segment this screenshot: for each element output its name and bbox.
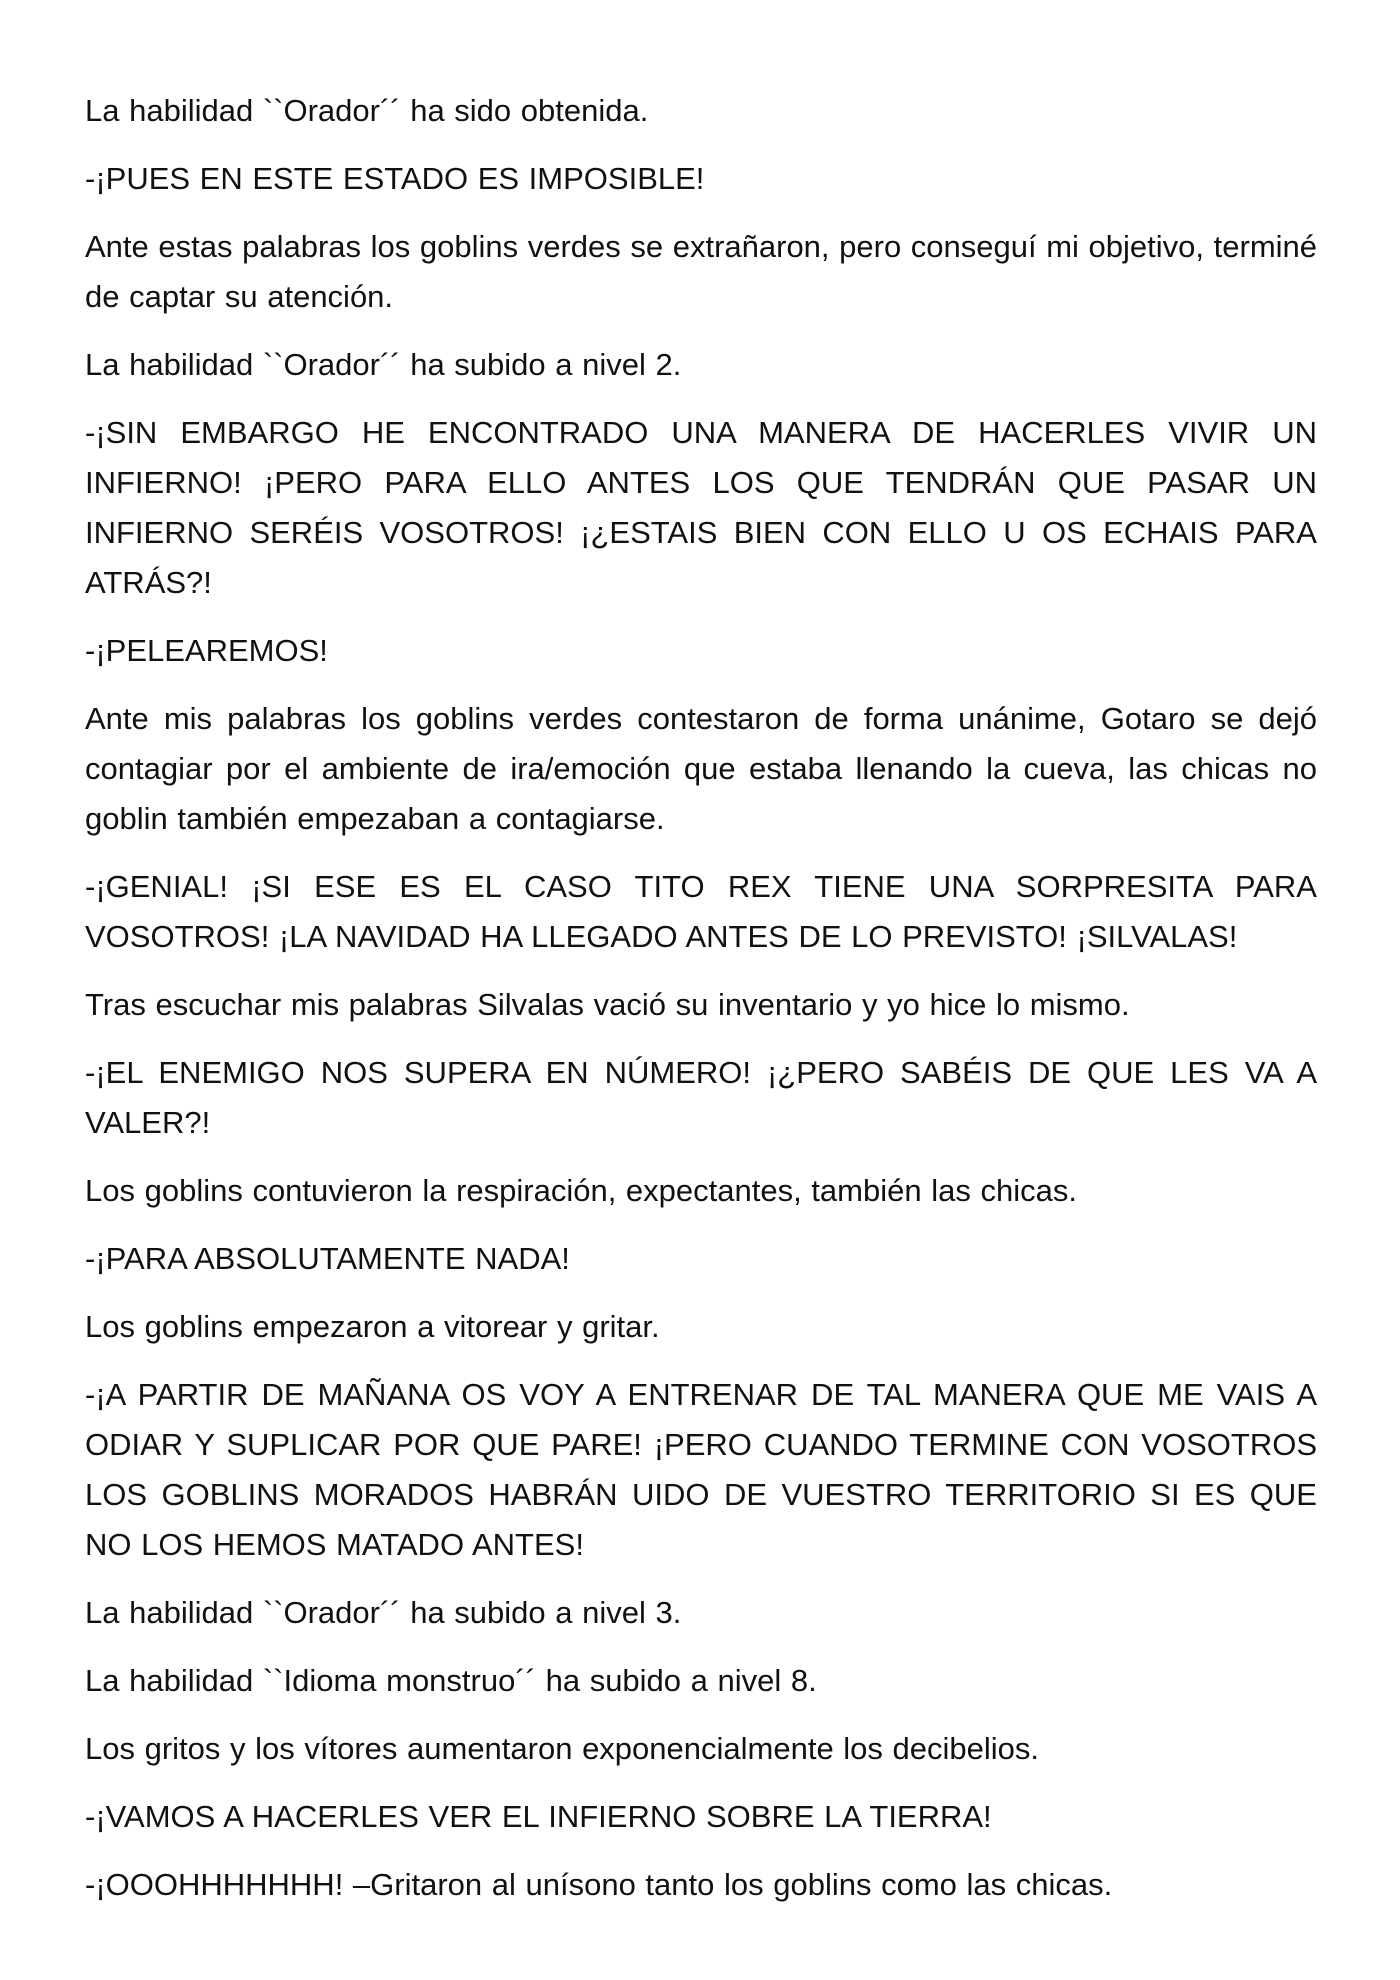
paragraph-dialogue: -¡VAMOS A HACERLES VER EL INFIERNO SOBRE LA TIERRA!: [85, 1799, 992, 1834]
paragraph-dialogue: -¡PELEAREMOS!: [85, 633, 328, 668]
paragraph-dialogue: -¡GENIAL! ¡SI ESE ES EL CASO TITO REX TIENE UNA SORPRESITA PARA VOSOTROS! ¡LA NAVIDAD HA LLEGADO ANTES DE LO PREVISTO! ¡SILVALAS!: [85, 869, 1317, 954]
paragraph-narration: Los goblins empezaron a vitorear y gritar.: [85, 1309, 660, 1344]
paragraph-dialogue: -¡PARA ABSOLUTAMENTE NADA!: [85, 1241, 570, 1276]
paragraph-dialogue: -¡OOOHHHHHHH! –Gritaron al unísono tanto los goblins como las chicas.: [85, 1867, 1113, 1902]
paragraph-skill-level: La habilidad ``Orador´´ ha subido a nivel 3.: [85, 1595, 682, 1630]
paragraph-narration: Los gritos y los vítores aumentaron exponencialmente los decibelios.: [85, 1731, 1040, 1766]
paragraph-dialogue: -¡SIN EMBARGO HE ENCONTRADO UNA MANERA DE HACERLES VIVIR UN INFIERNO! ¡PERO PARA ELLO ANTES LOS QUE TENDRÁN QUE PASAR UN INFIERNO SERÉIS VOSOTROS! ¡¿ESTAIS BIEN CON ELLO U OS ECHAIS PARA ATRÁS?!: [85, 415, 1317, 600]
paragraph-skill-level: La habilidad ``Idioma monstruo´´ ha subido a nivel 8.: [85, 1663, 817, 1698]
paragraph-narration: Ante estas palabras los goblins verdes se extrañaron, pero conseguí mi objetivo, terminé de captar su atención.: [85, 229, 1318, 314]
paragraph-narration: Los goblins contuvieron la respiración, expectantes, también las chicas.: [85, 1173, 1077, 1208]
paragraph-narration: Ante mis palabras los goblins verdes contestaron de forma unánime, Gotaro se dejó contagiar por el ambiente de ira/emoción que estaba llenando la cueva, las chicas no goblin también empezaban a contagiarse.: [85, 701, 1317, 836]
paragraph-narration: Tras escuchar mis palabras Silvalas vació su inventario y yo hice lo mismo.: [85, 987, 1130, 1022]
document-page: [85, 86, 1317, 1928]
paragraph-skill-level: La habilidad ``Orador´´ ha subido a nivel 2.: [85, 347, 682, 382]
paragraph-dialogue: -¡EL ENEMIGO NOS SUPERA EN NÚMERO! ¡¿PERO SABÉIS DE QUE LES VA A VALER?!: [85, 1055, 1317, 1140]
paragraph-dialogue: -¡A PARTIR DE MAÑANA OS VOY A ENTRENAR DE TAL MANERA QUE ME VAIS A ODIAR Y SUPLICAR POR QUE PARE! ¡PERO CUANDO TERMINE CON VOSOTROS LOS GOBLINS MORADOS HABRÁN UIDO DE VUESTRO TERRITORIO SI ES QUE NO LOS HEMOS MATADO ANTES!: [85, 1377, 1317, 1562]
paragraph-dialogue: -¡PUES EN ESTE ESTADO ES IMPOSIBLE!: [85, 161, 705, 196]
paragraph-skill-obtained: La habilidad ``Orador´´ ha sido obtenida.: [85, 93, 649, 128]
